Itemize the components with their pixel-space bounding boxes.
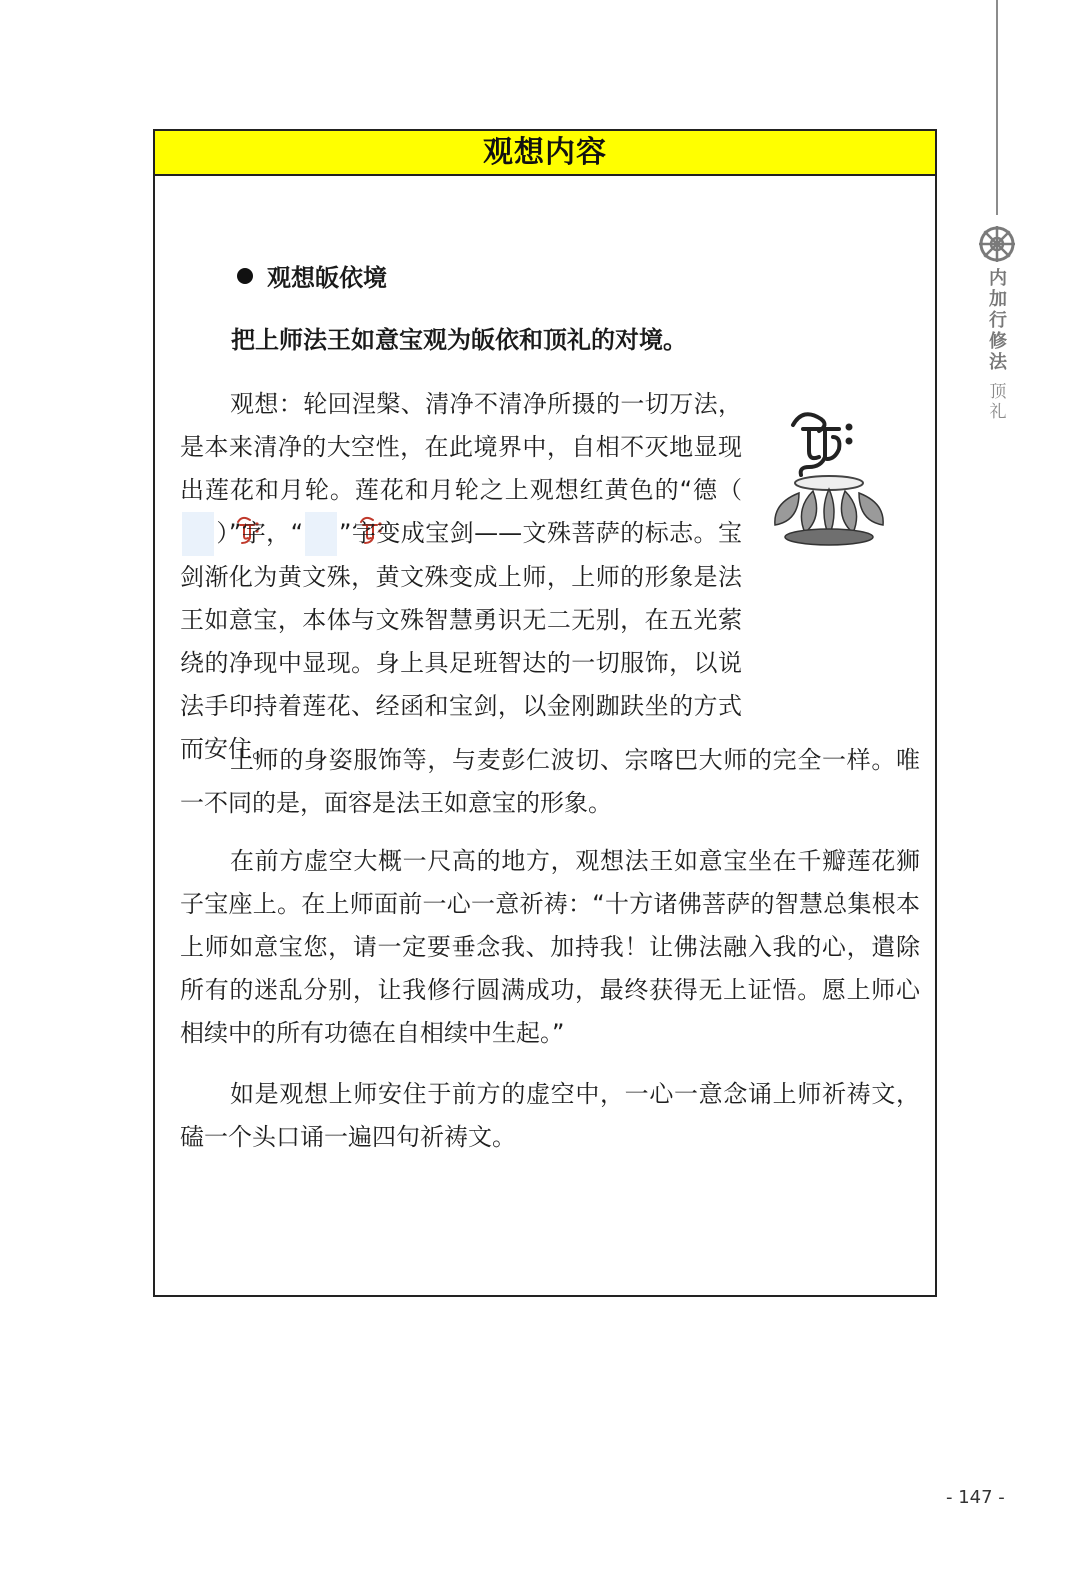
chapter-title: 内加行修法 [989,268,1007,373]
paragraph-1-part-a: 观想：轮回涅槃、清净不清净所摄的一切万法，是本来清净的大空性，在此境界中，自相不灭地显现出莲花和月轮。莲花和月轮之上观想红黄色的“德（ [180,390,742,504]
paragraph-4: 如是观想上师安住于前方的虚空中，一心一意念诵上师祈祷文，磕一个头口诵一遍四句祈祷文。 [180,1080,920,1151]
paragraph-2: 上师的身姿服饰等，与麦彭仁波切、宗喀巴大师的完全一样。唯一不同的是，面容是法王如意宝的形象。 [180,746,920,817]
box-header: 观想内容 [155,131,935,176]
syllable-de-icon [182,512,214,556]
paragraph-1-part-c: ”字变成宝剑——文殊菩萨的标志。宝剑渐化为黄文殊，黄文殊变成上师，上师的形象是法王如意宝，本体与文殊智慧勇识无二无别，在五光萦绕的净现中显现。身上具足班智达的一切服饰，以说法手印持着莲花、经函和宝剑，以金刚跏趺坐的方式而安住。 [180,519,742,763]
section-title: 顶礼 [989,382,1007,422]
syllable-de-icon [305,512,337,556]
subheading: 把上师法王如意宝观为皈依和顶礼的对境。 [231,326,687,354]
paragraph-1 [180,383,742,771]
paragraph-3: 在前方虚空大概一尺高的地方，观想法王如意宝坐在千瓣莲花狮子宝座上。在上师面前一心一意祈祷：“十方诸佛菩萨的智慧总集根本上师如意宝您，请一定要垂念我、加持我！让佛法融入我的心，遣除所有的迷乱分别，让我修行圆满成功，最终获得无上证悟。愿上师心相续中的所有功德在自相续中生起。” [180,847,920,1047]
visualization-box [153,129,937,1297]
paragraph-1-part-b: ）”字，“ [216,519,304,547]
dharma-wheel-icon [977,224,1017,264]
section-heading-text: 观想皈依境 [267,264,387,292]
margin-rule [996,0,998,215]
lotus-syllable-illustration [763,397,895,553]
bullet-icon [237,268,253,284]
section-heading [237,261,387,295]
page-number: - 147 - [946,1487,1005,1508]
